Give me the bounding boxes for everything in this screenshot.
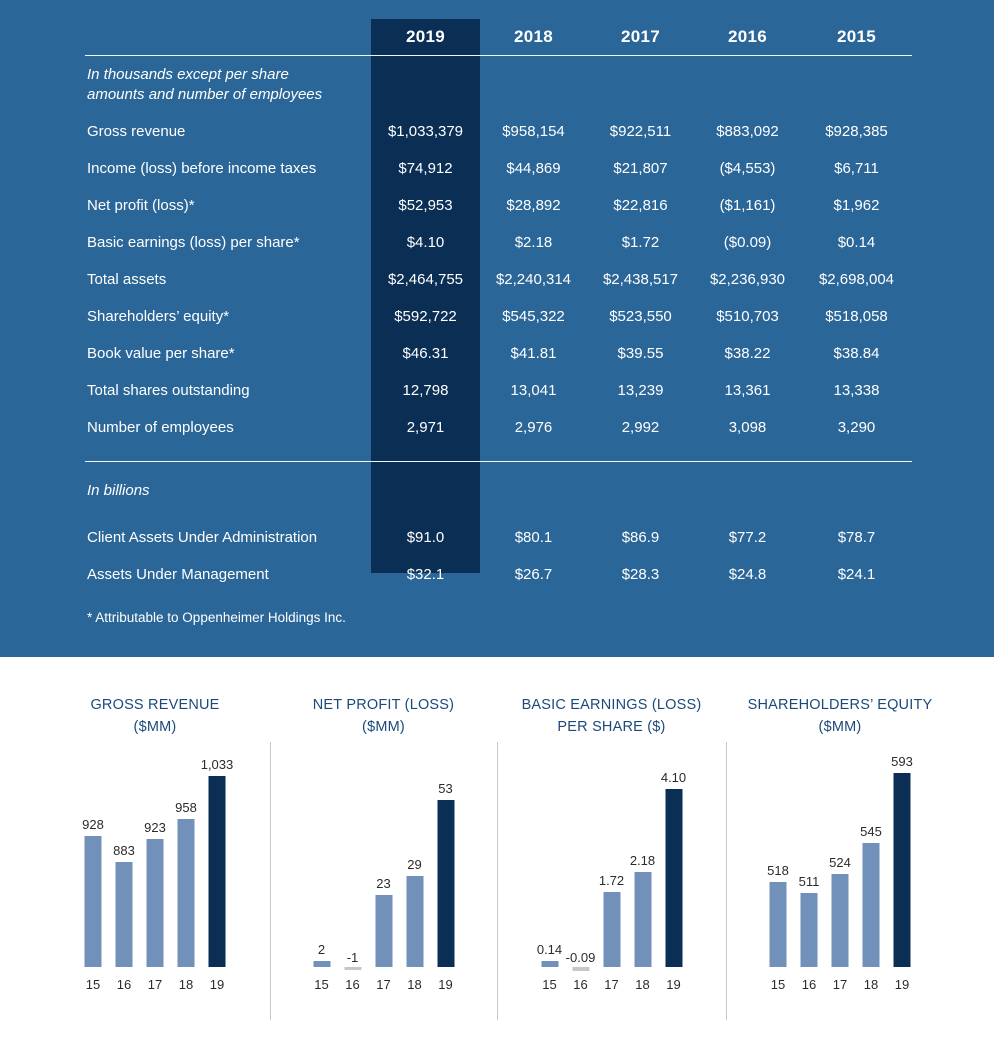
chart-title — [40, 694, 270, 738]
chart-title-line2: ($MM) — [133, 719, 177, 735]
cell-2016: $510,703 — [716, 308, 779, 325]
bar-group — [536, 742, 687, 1022]
cell-2019: $32.1 — [406, 566, 445, 583]
x-tick-label: 16 — [116, 977, 132, 992]
x-tick-label: 19 — [666, 977, 681, 992]
bar — [209, 776, 226, 968]
cell-2019: 2,971 — [406, 419, 445, 436]
year-header-2018: 2018 — [513, 27, 554, 46]
cell-2019: $1,033,379 — [387, 123, 464, 140]
bar — [770, 882, 787, 967]
bar-column-17 — [598, 742, 625, 1022]
financial-table — [85, 19, 912, 593]
bar-column-15 — [536, 742, 563, 1022]
x-tick-label: 17 — [832, 977, 848, 992]
x-tick-label: 17 — [604, 977, 619, 992]
billions-note: In billions — [87, 481, 150, 499]
x-tick-label: 15 — [542, 977, 557, 992]
bar-value-label: 511 — [798, 873, 820, 889]
bar-value-label: 883 — [113, 842, 135, 858]
cell-2015: $24.1 — [837, 566, 876, 583]
x-tick-label: 18 — [407, 977, 422, 992]
cell-2015: $78.7 — [837, 529, 876, 546]
chart-2 — [270, 657, 497, 1046]
table-row — [85, 261, 912, 298]
cell-2018: 13,041 — [510, 382, 557, 399]
cell-2019: $91.0 — [406, 529, 445, 546]
bar-column-18 — [860, 742, 882, 1022]
cell-2017: $523,550 — [609, 308, 672, 325]
cell-2015: $0.14 — [837, 234, 876, 251]
cell-2019: $4.10 — [406, 234, 445, 251]
cell-2017: $86.9 — [621, 529, 660, 546]
cell-2015: $6,711 — [834, 160, 879, 177]
chart-plot — [497, 742, 726, 1022]
cell-2015: $1,962 — [833, 197, 880, 214]
bar-value-label: 0.14 — [536, 941, 563, 957]
bar-value-label: 518 — [767, 863, 789, 879]
bar-column-19 — [891, 742, 913, 1022]
cell-2019: $592,722 — [394, 308, 457, 325]
bar — [344, 967, 361, 970]
bar — [375, 895, 392, 968]
cell-2016: ($4,553) — [719, 160, 776, 177]
cell-2015: $2,698,004 — [818, 271, 895, 288]
row-label: Number of employees — [87, 419, 234, 436]
bar-value-label: 1,033 — [200, 756, 234, 772]
cell-2018: 2,976 — [514, 419, 553, 436]
bar — [178, 819, 195, 967]
row-label: Total assets — [87, 271, 167, 288]
row-label: Assets Under Management — [87, 566, 269, 583]
cell-2016: $883,092 — [716, 123, 779, 140]
row-label: Basic earnings (loss) per share* — [87, 234, 300, 251]
chart-plot — [270, 742, 497, 1022]
cell-2019: 12,798 — [402, 382, 449, 399]
table-header-row — [85, 19, 912, 56]
bar-group — [767, 742, 913, 1022]
chart-title-line2: PER SHARE ($) — [557, 719, 666, 735]
bar-column-19 — [437, 742, 454, 1022]
cell-2018: $958,154 — [502, 123, 565, 140]
cell-2017: $22,816 — [613, 197, 668, 214]
chart-title-line1: NET PROFIT (LOSS) — [312, 697, 455, 713]
bar-value-label: 4.10 — [660, 769, 687, 785]
table-row — [85, 335, 912, 372]
bar-value-label: -1 — [346, 950, 359, 965]
chart-title-line1: GROSS REVENUE — [90, 697, 220, 713]
cell-2017: $1.72 — [621, 234, 660, 251]
cell-2018: $545,322 — [502, 308, 565, 325]
charts-section — [0, 657, 994, 1046]
table-body-billions — [85, 519, 912, 593]
bar-value-label: 23 — [376, 875, 391, 891]
table-units-note — [85, 56, 371, 105]
cell-2016: 3,098 — [728, 419, 767, 436]
table-row — [85, 113, 912, 150]
x-tick-label: 17 — [376, 977, 391, 992]
x-tick-label: 18 — [178, 977, 194, 992]
chart-plot — [40, 742, 270, 1022]
bar-column-16 — [798, 742, 820, 1022]
units-note-row — [85, 56, 912, 113]
table-row — [85, 372, 912, 409]
cell-2018: $28,892 — [506, 197, 561, 214]
cell-2016: $24.8 — [728, 566, 767, 583]
cell-2017: $39.55 — [617, 345, 664, 362]
cell-2015: $928,385 — [825, 123, 888, 140]
bar — [863, 843, 880, 967]
chart-title — [270, 694, 497, 738]
cell-2016: ($1,161) — [719, 197, 776, 214]
x-tick-label: 17 — [147, 977, 163, 992]
row-label: Client Assets Under Administration — [87, 529, 318, 546]
cell-2018: $2.18 — [514, 234, 553, 251]
cell-2015: $38.84 — [833, 345, 880, 362]
bar-column-18 — [175, 742, 197, 1022]
cell-2017: $21,807 — [613, 160, 668, 177]
year-header-2016: 2016 — [727, 27, 768, 46]
cell-2017: $922,511 — [609, 123, 672, 140]
year-header-2015: 2015 — [836, 27, 877, 46]
row-label: Total shares outstanding — [87, 382, 250, 399]
cell-2018: $2,240,314 — [495, 271, 572, 288]
cell-2015: 13,338 — [833, 382, 880, 399]
cell-2016: ($0.09) — [723, 234, 772, 251]
x-tick-label: 18 — [863, 977, 879, 992]
x-tick-label: 19 — [438, 977, 453, 992]
row-label: Income (loss) before income taxes — [87, 160, 317, 177]
bar — [437, 800, 454, 967]
cell-2018: $80.1 — [514, 529, 553, 546]
footnote: * Attributable to Oppenheimer Holdings Inc. — [87, 610, 346, 625]
bar-column-17 — [829, 742, 851, 1022]
chart-title — [726, 694, 954, 738]
bar — [801, 893, 818, 968]
cell-2016: $2,236,930 — [709, 271, 786, 288]
x-tick-label: 19 — [209, 977, 225, 992]
cell-2017: $2,438,517 — [602, 271, 679, 288]
bar-value-label: 593 — [891, 753, 913, 769]
bar-value-label: 29 — [407, 856, 422, 872]
bar-value-label: 923 — [144, 819, 166, 835]
bar — [572, 967, 589, 971]
bar — [406, 876, 423, 967]
chart-title-line2: ($MM) — [818, 719, 862, 735]
cell-2015: 3,290 — [837, 419, 876, 436]
cell-2017: 13,239 — [617, 382, 664, 399]
bar-column-19 — [660, 742, 687, 1022]
cell-2016: $77.2 — [728, 529, 767, 546]
chart-1 — [40, 657, 270, 1046]
table-row — [85, 150, 912, 187]
bar-value-label: 2 — [317, 941, 326, 957]
x-tick-label: 19 — [894, 977, 910, 992]
chart-title-line2: ($MM) — [362, 719, 405, 735]
bar-value-label: 958 — [175, 799, 197, 815]
chart-4 — [726, 657, 954, 1046]
x-tick-label: 15 — [314, 977, 329, 992]
bar-value-label: 2.18 — [629, 853, 656, 869]
bar-column-15 — [82, 742, 104, 1022]
bar-group — [313, 742, 454, 1022]
table-row — [85, 224, 912, 261]
cell-2019: $74,912 — [398, 160, 453, 177]
table-row — [85, 519, 912, 556]
cell-2016: $38.22 — [724, 345, 771, 362]
cell-2018: $41.81 — [510, 345, 557, 362]
bar-column-15 — [313, 742, 330, 1022]
table-body-thousands — [85, 113, 912, 446]
x-tick-label: 15 — [770, 977, 786, 992]
billions-note-row — [85, 461, 912, 519]
bar-column-17 — [375, 742, 392, 1022]
table-row — [85, 409, 912, 446]
cell-2019: $46.31 — [402, 345, 449, 362]
x-tick-label: 15 — [85, 977, 101, 992]
cell-2017: 2,992 — [621, 419, 660, 436]
chart-title — [497, 694, 726, 738]
year-header-2017: 2017 — [620, 27, 661, 46]
chart-title-line1: SHAREHOLDERS’ EQUITY — [747, 697, 933, 713]
row-label: Net profit (loss)* — [87, 197, 195, 214]
bar-group — [82, 742, 234, 1022]
table-row — [85, 187, 912, 224]
bar-value-label: 524 — [829, 854, 851, 870]
cell-2016: 13,361 — [724, 382, 771, 399]
x-tick-label: 16 — [573, 977, 588, 992]
bar — [147, 839, 164, 967]
bar — [116, 862, 133, 967]
table-row — [85, 298, 912, 335]
x-tick-label: 16 — [801, 977, 817, 992]
cell-2017: $28.3 — [621, 566, 660, 583]
bar — [603, 892, 620, 967]
chart-3 — [497, 657, 726, 1046]
cell-2018: $26.7 — [514, 566, 553, 583]
table-row — [85, 556, 912, 593]
units-note-line2: amounts and number of employees — [87, 86, 323, 103]
row-label: Gross revenue — [87, 123, 186, 140]
units-note-line1: In thousands except per share — [87, 66, 289, 83]
bar-value-label: 53 — [438, 781, 453, 797]
chart-plot — [726, 742, 954, 1022]
bar — [832, 874, 849, 967]
bar — [894, 773, 911, 967]
row-label: Shareholders’ equity* — [87, 308, 230, 325]
bar — [665, 789, 682, 967]
bar-value-label: 545 — [860, 823, 882, 839]
year-header-2019: 2019 — [405, 27, 446, 46]
bar-column-19 — [200, 742, 234, 1022]
cell-2019: $2,464,755 — [387, 271, 464, 288]
bar — [634, 872, 651, 967]
bar-value-label: 928 — [82, 816, 104, 832]
bar-value-label: -0.09 — [565, 950, 596, 965]
x-tick-label: 16 — [345, 977, 360, 992]
bar-column-16 — [113, 742, 135, 1022]
cell-2018: $44,869 — [506, 160, 561, 177]
bar-column-17 — [144, 742, 166, 1022]
x-tick-label: 18 — [635, 977, 650, 992]
bar-value-label: 1.72 — [598, 873, 625, 889]
chart-title-line1: BASIC EARNINGS (LOSS) — [521, 697, 702, 713]
cell-2015: $518,058 — [825, 308, 888, 325]
cell-2019: $52,953 — [398, 197, 453, 214]
row-label: Book value per share* — [87, 345, 235, 362]
